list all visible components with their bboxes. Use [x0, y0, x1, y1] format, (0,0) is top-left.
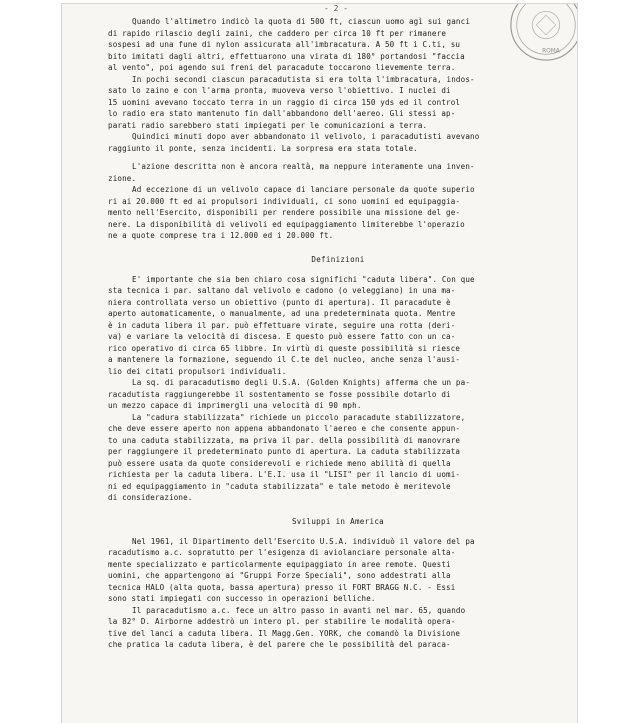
- text-line: va) e variare la velocità di discesa. E questo può essere fatto con un ca-: [108, 332, 456, 341]
- text-line: parati radio sarebbero stati impiegati per le comunicazioni a terra.: [108, 120, 428, 130]
- text-line: Quando l'altimetro indicò la quota di 500 ft, ciascun uomo agì sui ganci: [132, 17, 471, 26]
- document-body: [108, 16, 568, 651]
- paragraph-altimetro: [108, 16, 568, 74]
- text-line: L'azione descritta non è ancora realtà, ma neppure interamente una inven-: [132, 162, 475, 171]
- paragraph-eccezione: [108, 184, 568, 242]
- text-line: La "cadura stabilizzata" richiede un piccolo paracadute stabilizzatore,: [132, 412, 466, 422]
- paragraph-azione: [108, 161, 568, 184]
- text-line: può essere usata da quote considerevoli e richiede meno abilità di quella: [108, 458, 451, 468]
- paragraph-imbracatura: [108, 74, 568, 132]
- paragraph-quindici-minuti: [108, 131, 568, 154]
- text-line: sato lo zaino e con l'arma pronta, muoveva verso l'obiettivo. I nuclei di: [108, 86, 451, 95]
- text-line: Il paracadutismo a.c. fece un altro passo in avanti nel mar. 65, quando: [132, 605, 466, 615]
- text-line: sta tecnica i par. saltano dal velivolo e cadono (o veleggiano) in una ma-: [108, 286, 456, 295]
- stamp-text: ROMA: [542, 48, 560, 55]
- text-line: mento nell'Esercito, disponibili per rendere possibile una missione del ge-: [108, 208, 461, 217]
- document-page: [62, 4, 577, 723]
- page-number: - 2 -: [324, 4, 349, 13]
- text-line: to una caduta stabilizzata, ma priva il par. della possibilità di manovrare: [108, 435, 461, 445]
- text-line: tive del lanci a caduta libera. Il Magg.Gen. YORK, che comandò la Divisione: [108, 628, 461, 638]
- text-line: 15 uomini avevano toccato terra in un raggio di circa 150 yds ed il control: [108, 97, 461, 107]
- text-line: Nel 1961, il Dipartimento dell'Esercito U.S.A. individuò il valore del pa: [132, 536, 475, 546]
- text-line: per raggiungere il predeterminato punto di apertura. La caduta stabilizzata: [108, 447, 461, 456]
- text-line: a mantenere la formazione, seguendo il C.te del nucleo, anche senza l'ausi-: [108, 355, 461, 364]
- text-line: In pochi secondi ciascun paracadutista si era tolta l'imbracatura, indos-: [132, 74, 475, 84]
- text-line: tecnica HALO (alta quota, bassa apertura) presso il FORT BRAGG N.C. - Essi: [108, 582, 456, 592]
- text-line: di considerazione.: [108, 493, 193, 502]
- text-line: che pratica la caduta libera, è del parere che le possibilità del paraca-: [108, 640, 451, 649]
- text-line: aperto automaticamente, o manualmente, ad una predeterminata quota. Mentre: [108, 309, 456, 318]
- text-line: rico operativo di circa 65 libbre. In virtù di queste possibilità si riesce: [108, 343, 461, 353]
- text-line: sono stati impiegati con successo in operazioni belliche.: [108, 594, 376, 603]
- text-line: è in caduta libera il par. può effettuare virate, seguire una rotta (deri-: [108, 320, 456, 330]
- text-line: di rapido rilascio degli zaini, che caddero per circa 10 ft per rimanere: [108, 28, 447, 38]
- text-line: ni ed equipaggiamento in "caduta stabilizzata" e tale metodo è meritevole: [108, 481, 451, 491]
- text-line: E' importante che sia ben chiaro cosa significhi "caduta libera". Con que: [132, 274, 475, 284]
- text-line: lo radio era stato mantenuto fin dall'abbandono dell'aereo. Gli stessi ap-: [108, 109, 456, 118]
- text-line: sospesi ad una fune di nylon assicurata all'imbracatura. A 50 ft i C.ti, su: [108, 40, 461, 49]
- section-heading-sviluppi: Sviluppi in America: [291, 516, 385, 526]
- paragraph-caduta-libera: [108, 274, 568, 378]
- text-line: bito imitati dagli altri, effettuarono una virata di 180° portandosi "faccia: [108, 51, 465, 61]
- text-line: ri ai 20.000 ft ed ai propulsori individuali, ci sono uomini ed equipaggia-: [108, 196, 461, 206]
- text-line: lio dei citati propulsori individuali.: [108, 366, 287, 376]
- text-line: niera controllata verso un obiettivo (punto di apertura). Il paracadute è: [108, 297, 451, 307]
- section-heading-definizioni: Definizioni: [311, 254, 365, 264]
- text-line: Ad eccezione di un velivolo capace di lanciare personale da quote superio: [132, 185, 475, 194]
- paragraph-nel-1961: [108, 536, 568, 605]
- text-line: racadutista raggiungerebbe il sostentamento se fosse possibile dotarlo di: [108, 389, 451, 399]
- paragraph-golden-knights: [108, 377, 568, 412]
- text-line: un mezzo capace di imprimergli una velocità di 90 mph.: [108, 401, 362, 410]
- text-line: Quindici minuti dopo aver abbandonato il velivolo, i paracadutisti avevano: [132, 132, 480, 141]
- text-line: raggiunto il ponte, senza incidenti. La sorpresa era stata totale.: [108, 143, 418, 153]
- text-line: la 82° D. Airborne addestrò un intero pl. per stabilire le modalità opera-: [108, 617, 456, 626]
- text-line: richiesta per la caduta libera. L'E.I. usa il "LISI" per il lancio di uomi-: [108, 470, 461, 479]
- text-line: uomini, che appartengono ai "Gruppi Forze Speciali", sono addestrati alla: [108, 571, 451, 580]
- text-line: nere. La disponibilità di velivoli ed equipaggiamento limiterebbe l'operazio: [108, 219, 465, 229]
- paragraph-82-airborne: [108, 605, 568, 651]
- text-line: racadutismo a.c. sopratutto per l'esigenza di aviolanciare personale alta-: [108, 548, 456, 557]
- text-line: mente specializzato e particolarmente equipaggiato in aree remote. Questi: [108, 559, 451, 569]
- text-line: che deve essere aperto non appena abbandonato l'aereo e che consente appun-: [108, 424, 461, 433]
- text-line: al vento", poi agendo sui freni del paracadute toccarono lievemente terra.: [108, 63, 456, 72]
- text-line: zione.: [108, 173, 137, 183]
- text-line: ne a quote comprese tra i 12.000 ed i 20.000 ft.: [108, 231, 334, 240]
- text-line: La sq. di paracadutismo degli U.S.A. (Golden Knights) afferma che un pa-: [132, 378, 471, 387]
- paragraph-caduta-stabilizzata: [108, 412, 568, 504]
